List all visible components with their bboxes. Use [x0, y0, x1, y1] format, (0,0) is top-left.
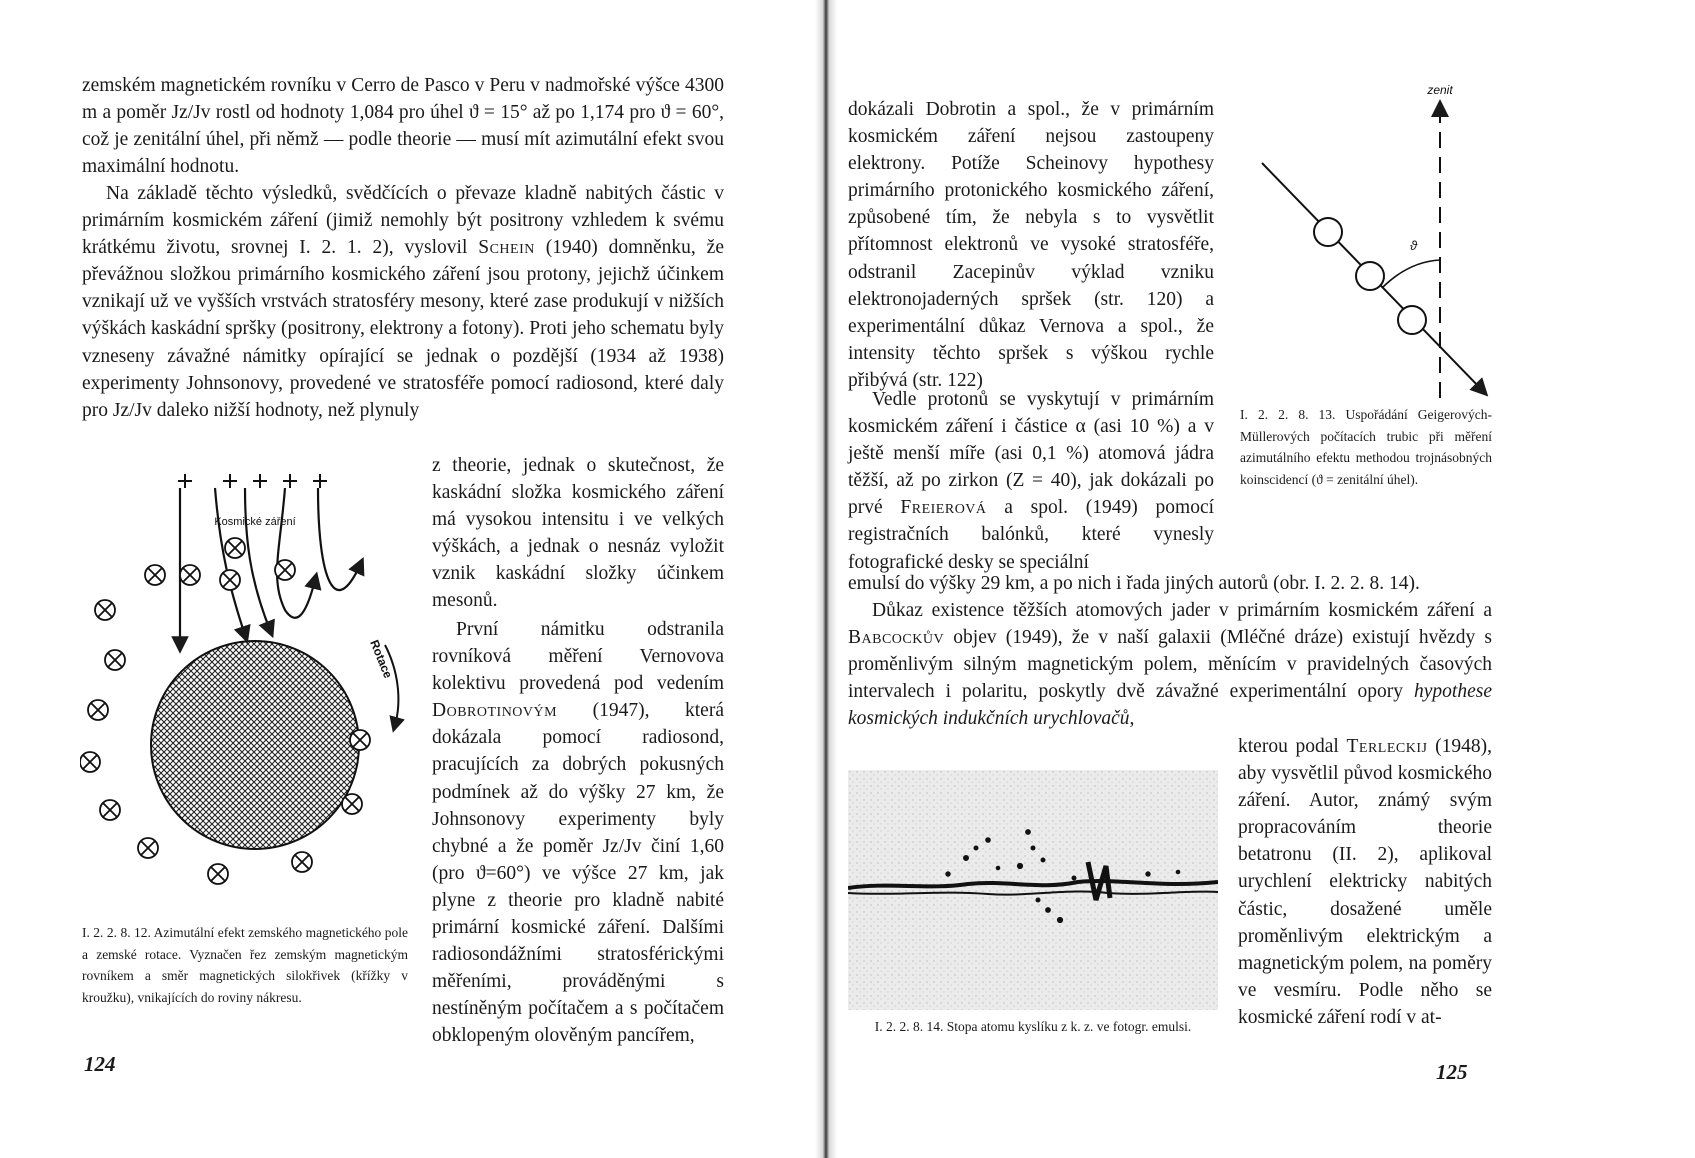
right-paragraph-3: Důkaz existence těžších atomových jader v primárním kosmickém záření a Babcockův objev (1949), že v naší galaxii (Mléčné dráze) existují hvězdy s proměnlivým silným magnetickým polem, měnícím v pravidelných časových intervalech i polaritu, poskytly dvě závažné experimentální opory hypothese kosmických indukčních urychlovačů,: [848, 600, 1493, 730]
right-paragraph-1: dokázali Dobrotin a spol., že v primárním kosmickém záření nejsou zastoupeny elektrony. Potíže Scheinovy hypothesy primárního protonického kosmického záření, způsobené tím, že nebyla s to vysvětlit přítomnost elektronů ve vysoké stratosféře, odstranil Zacepinův výklad vzniku elektronojaderných spršek (str. 120) a experimentální důkaz Vernova a spol., že intensity těchto spršek s výškou rychle přibývá (str. 122): [848, 99, 1214, 391]
hypothesis-italic: hypothese kosmických indukčních urychlovačů,: [848, 681, 1493, 730]
right-paragraph-3-continued: kterou podal Terleckij (1948), aby vysvětlil původ kosmického záření. Autor, známý svým propracováním theorie betatronu (II. 2), aplikoval urychlení elektricky nabitých částic, dosažené uměle proměnlivým elektrickým a magnetickým polem, na poměry ve vesmíru. Podle něho se kosmické záření rodí v at-: [1238, 736, 1492, 1028]
label-theta: ϑ: [1410, 238, 1418, 253]
page-number-left: 124: [84, 1052, 116, 1076]
right-paragraph-2: Vedle protonů se vyskytují v primárním kosmickém záření i částice α (asi 10 %) a v ještě menší míře (asi 0,1 %) atomová jádra těžší, až po zirkon (Z = 40), jak dokázali po prvé Freierová a spol. (1949) pomocí registračních balónků, které vynesly fotografické desky se speciální: [848, 389, 1215, 573]
counter-tubes: [1314, 218, 1426, 334]
earth-disc: [151, 641, 359, 849]
left-paragraph-1: zemském magnetickém rovníku v Cerro de Pasco v Peru v nadmořské výšce 4300 m a poměr Jz/Jv rostl od hodnoty 1,084 pro úhel ϑ = 15° až po 1,174 pro ϑ = 60°, což je zenitální úhel, při němž — podle theorie — musí mít azimutální efekt svou maximální hodnotu.: [82, 75, 724, 178]
page-number-right: 125: [1436, 1060, 1468, 1084]
left-paragraph-3: První námitku odstranila rovníková měření Vernovova kolektivu provedená pod vedením Dobrotinovým (1947), která dokázala pomocí radiosond, pracujících za dobrých pokusných podmínek až do výšky 27 km, že Johnsonovy experimenty byly chybné a že poměr Jz/Jv činí 1,60 (pro ϑ=60°) ve výšce 27 km, jak plyne z theorie pro kladně nabité primární kosmické záření. Dalšími radiosondážními stratosférickými měřeními, prováděnými s nestíněným počítačem a s počítačem obklopeným olověným pancířem,: [432, 619, 724, 1047]
left-page: [0, 0, 820, 1158]
figure-14-caption: I. 2. 2. 8. 14. Stopa atomu kyslíku z k. z. ve fotogr. emulsi.: [874, 1019, 1192, 1034]
right-page: [832, 0, 1695, 1158]
label-rotation: Rotace: [367, 637, 396, 681]
left-paragraph-2-continued: z theorie, jednak o skutečnost, že kaskádní složka kosmického záření má vysokou intensitu i ve velkých výškách, a jednak o nesnáz vyložit vznik kaskádní složky účinkem mesonů.: [432, 455, 724, 612]
particle-trajectories: [180, 488, 360, 645]
figure-13-caption: I. 2. 2. 8. 13. Uspořádání Geigerových-Müllerových počítacích trubic při měření azimutálního efektu methodou trojnásobných koinscidencí (ϑ = zenitální úhel).: [1240, 407, 1492, 487]
author-babcock: Babcockův: [848, 627, 945, 649]
right-paragraph-2-continued: emulsí do výšky 29 km, a po nich i řada jiných autorů (obr. I. 2. 2. 8. 14).: [848, 573, 1420, 594]
author-terleckij: Terleckij: [1346, 736, 1428, 757]
figure-geiger-counters: [1232, 78, 1492, 408]
author-freierova: Freierová: [900, 497, 987, 519]
author-dobrotin: Dobrotinovým: [432, 700, 558, 722]
figure-12-caption: I. 2. 2. 8. 12. Azimutální efekt zemského magnetického pole a zemské rotace. Vyznačen řez zemským magnetickým rovníkem a směr magnetických silokřivek (křížky v kroužku), vnikajících do roviny nákresu.: [82, 925, 408, 1005]
left-paragraph-2: Na základě těchto výsledků, svědčících o převaze kladně nabitých částic v primárním kosmickém záření (jimiž nemohly být positrony vzhledem k svému krátkému životu, srovnej I. 2. 1. 2), vyslovil Schein (1940) domněnku, že převážnou složkou primárního kosmického záření jsou protony, jejichž účinkem vznikají už ve vyšších vrstvách stratosféry mesony, které zase produkují v nižších výškách kaskádní spršky (positrony, elektrony a fotony). Proti jeho schematu byly vzneseny závažné námitky opírající se jednak o pozdější (1934 až 1938) experimenty Johnsonovy, provedené ve stratosféře pomocí radiosond, které daly pro Jz/Jv daleko nižší hodnoty, než plynuly: [82, 183, 724, 421]
figure-oxygen-track-photo: [848, 770, 1218, 1010]
angle-arc: [1382, 260, 1440, 288]
label-cosmic-rays: Kosmické záření: [214, 516, 296, 528]
label-zenit: zenit: [1427, 83, 1453, 97]
figure-azimuthal-effect: [80, 470, 420, 910]
positive-charges: [178, 474, 327, 488]
author-schein: Schein: [478, 237, 535, 259]
